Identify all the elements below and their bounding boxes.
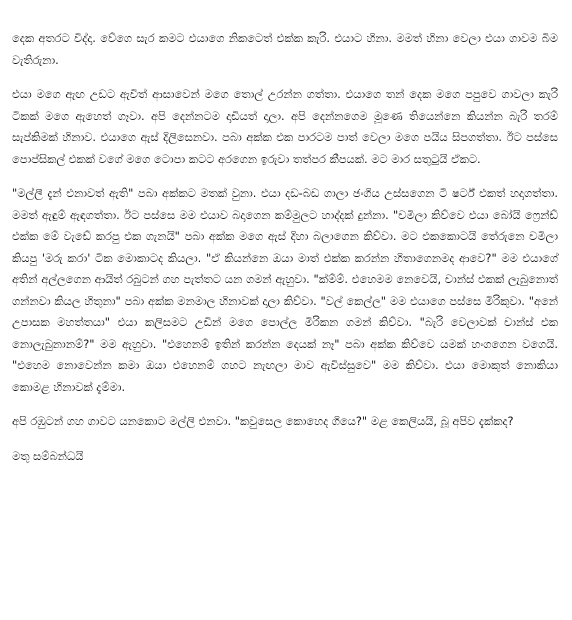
- paragraph-4: අපි රඹුටන් ගහ ගාවට යනකොට මල්ලි එනවා. "කවුසෙල කොහෙද ගියෙ?" මළ කෙලියයි, බූ අපිව දැක්කද?: [12, 414, 514, 428]
- paragraph-2: එයා මගෙ ඇඟ උඩට ඇවිත් ආසාවෙන් මගෙ තොල් උරන්න ගත්තා. එයාගෙ තන් දෙක මගෙ පපුවෙ ගාවලා කැරි ටිකක් මගෙ ඇහෙත් ගෑවා. අපි දෙන්නටම දාඩියත් දාලා. අපි දෙන්නගෙම මූණෙ තියෙන්නෙ කියන්න බැරි තරම් සැප්කිමක් හිනාව. එයාගෙ ඇස් දිලිසෙනවා. පබා අක්ක එක පාරටම පාත් වෙලා මගෙ පයිය සිපගත්තා. ඊට පස්සෙ පොප්සිකල් එකක් වගේ මගෙ ටොපා කටට අරගෙන ඉරුවා තත්පර කීපයක්. මට මාර සතුටුයි ඒකට.: [12, 87, 558, 166]
- paragraph-3: "මල්ලී දැන් එනාවත් ඇති" පබා අක්කට මතක් වුනා. එයා දඩ-බඩ ගාලා ඡංගිය උස්සගෙන ටී ෂර්ට් එකත් හදාගත්තා. මමත් ඇඳුම් ඇඳගත්තා. ඊට පස්සෙ මම එයාව බදාගෙන කම්මුලට හාද්දක් දුන්නා. "චමිලා කිව්වෙ එයා බෝයි ෆ්‍රෙන්ඩ් එක්ක මේ වැඩේ කරපු එක ගැනයි" පබා අක්ක මගෙ ඇස් දිහා බලාගෙන කිව්වා. මට එකකොටයි තේරුනෙ චමිලා කියපු 'මරු කරා' ටික මොකාටද කියලා. "ඒ කියන්නෙ ඔයා මාත් එක්ක කරන්න හිතාගෙනමද ආවෙ?" මම එයාගේ අතින් අල්ලගෙන ආයිත් රබුටන් ගහ පැත්තට යන ගමන් ඇහුවා. "ක්ම්ම්. එහෙමම නෙවෙයි, චාන්ස් එකක් ලැබුනොත් ගන්නවා කියල හිතුනා" පබා අක්ක මනමාල හිනාවක් දාලා කිව්වා. "වල් කෙල්ල" මම එයාගෙ පස්සෙ මිරිකුවා. "අනේ උපාසක මහත්තයා" එයා කලිසමට උඩින් මගෙ පොල්ල මිරිකන ගමන් කිව්වා. "බැරි වෙලාවක් චාන්ස් එක නොලැබුනානම්?" මම ඇහුවා. "එහෙනම් ඉතින් කරන්න දෙයක් නෑ" පබා අක්ක කිව්වෙ යමක් හංගගෙන වගෙයි. "එහෙම නොවෙන්න කමා ඔයා එහෙනම් ගහට නැඟලා මාව ඇවිස්සුවෙ" මම කිව්වා. එයා මොකුත් නොකියා කොමළ හිනාවක් දැම්මා.: [12, 186, 558, 394]
- paragraph-1: දෙක අතරට විද්දා. වේගෙ සැර කමට එයාගෙ නිකටෙත් එක්ක කැරි. එයාට හිනා. මමත් හිනා වෙලා එයා ගාවම බිම වැතිරුනා.: [12, 31, 558, 67]
- to-be-continued: මතු සම්බන්ධයි: [12, 448, 84, 463]
- story-page: [12, 28, 558, 480]
